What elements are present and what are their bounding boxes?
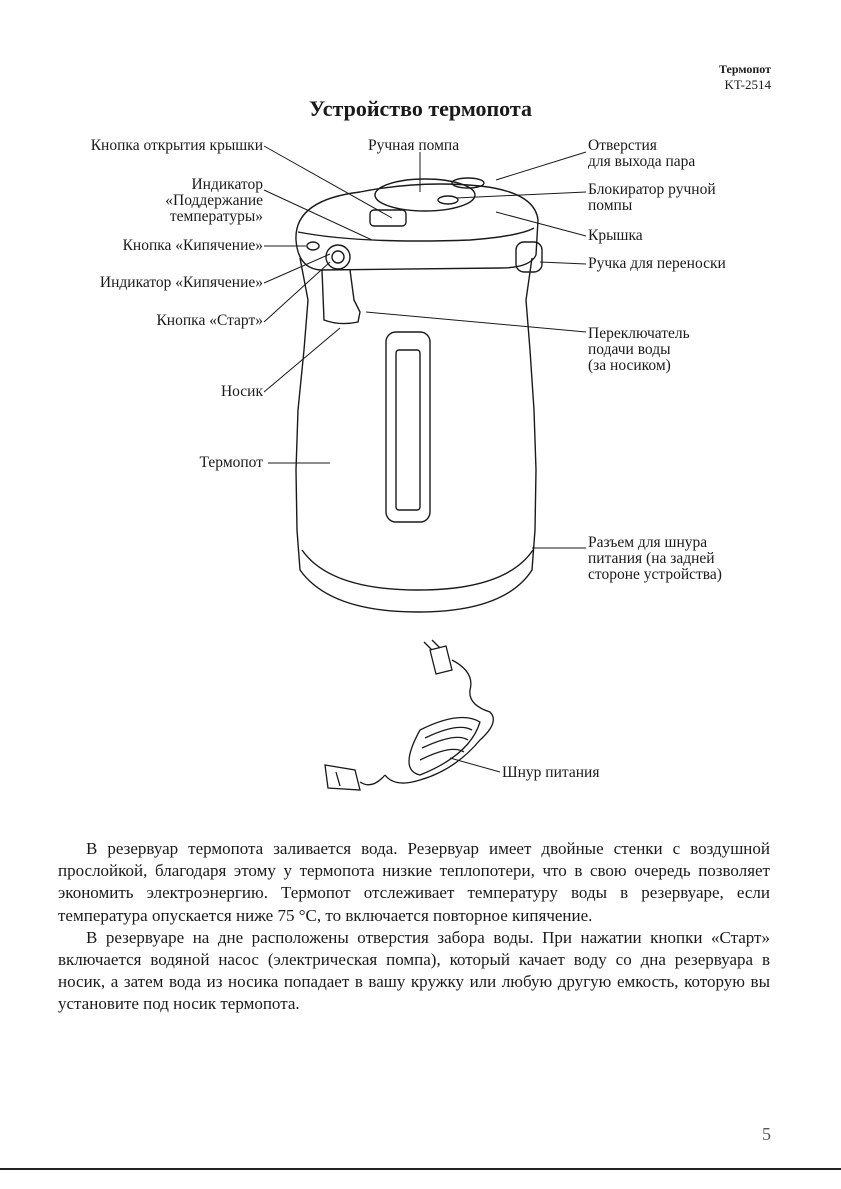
page-number: 5 xyxy=(762,1124,771,1144)
label-water-switch: Переключатель подачи воды (за носиком) xyxy=(588,325,690,374)
body-text xyxy=(58,838,770,1016)
bottom-rule xyxy=(0,1168,841,1170)
label-pump-lock: Блокиратор ручной помпы xyxy=(588,181,716,214)
boil-button xyxy=(307,242,319,250)
paragraph-2: В резервуаре на дне расположены отверстия забора воды. При нажатии кнопки «Старт» включается водяной насос (электрическая помпа), который качает воду со дна резервуара в носик, а затем вода из носика попадает в вашу кружку или любую другую емкость, которую вы установите под носик термопота. xyxy=(58,927,770,1014)
water-window xyxy=(386,332,430,522)
start-button xyxy=(326,245,350,269)
paragraph-1: В резервуар термопота заливается вода. Резервуар имеет двойные стенки с воздушной прослойкой, благодаря этому у термопота низкие теплопотери, что в свою очередь позволяет экономить электроэнергию. Термопот отслеживает температуру воды в резервуаре, если температура опускается ниже 75 °С, то включается повторное кипячение. xyxy=(58,839,770,925)
label-lid-button: Кнопка открытия крышки xyxy=(90,137,263,154)
label-boil-indicator: Индикатор «Кипячение» xyxy=(99,274,263,291)
label-thermopot: Термопот xyxy=(199,454,263,471)
pump-lock xyxy=(438,196,458,204)
lid-open-button xyxy=(370,210,406,226)
handle xyxy=(516,242,542,272)
label-power-socket: Разъем для шнура питания (на задней стороне устройства) xyxy=(588,534,722,583)
label-power-cord: Шнур питания xyxy=(502,764,600,781)
header-model: KT-2514 xyxy=(724,77,771,92)
label-keep-warm-indicator: Индикатор «Поддержание температуры» xyxy=(165,176,263,225)
label-handle: Ручка для переноски xyxy=(588,255,726,272)
thermopot-body xyxy=(296,258,536,612)
label-lid: Крышка xyxy=(588,227,643,244)
spout xyxy=(322,270,360,324)
label-boil-button: Кнопка «Кипячение» xyxy=(122,237,263,254)
label-steam-vents: Отверстия для выхода пара xyxy=(588,137,696,170)
page-title: Устройство термопота xyxy=(309,96,532,121)
body-base-line xyxy=(302,550,533,590)
plug xyxy=(430,646,452,674)
label-spout: Носик xyxy=(220,383,263,400)
cord-connector xyxy=(325,765,360,790)
header-product: Термопот xyxy=(718,62,771,76)
label-start-button: Кнопка «Старт» xyxy=(156,312,263,329)
label-manual-pump: Ручная помпа xyxy=(368,137,460,154)
